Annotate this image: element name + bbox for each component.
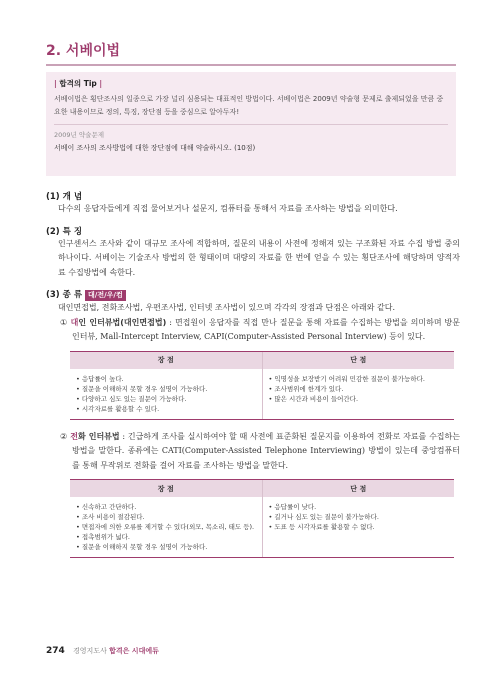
section-title: 2. 서베이법	[46, 40, 456, 66]
cons-item: • 도표 등 시각자료를 활용할 수 없다.	[269, 522, 449, 532]
pros-item: • 접촉범위가 넓다.	[76, 532, 256, 542]
publisher-brand: 합격은 시대에듀	[109, 647, 159, 655]
page-number: 274	[46, 646, 65, 656]
cons-item: • 익명성을 보장받기 어려워 민감한 질문이 불가능하다.	[269, 374, 449, 384]
tip-year: 2009년 약술문제	[54, 124, 448, 139]
pros-cons-table-personal	[70, 351, 454, 420]
tip-question: 서베이 조사의 조사방법에 대한 장단점에 대해 약술하시오. (10점)	[54, 144, 256, 152]
pros-cons-table-phone	[70, 479, 454, 558]
tip-title: | 합격의 Tip |	[54, 79, 103, 88]
tip-body: 서베이법은 횡단조사의 일종으로 가장 널리 심용되는 대표적인 방법이다. 서베이법은 2009년 약술형 문제로 출제되었을 만큼 중요한 내용이므로 정의, 특징, 장단점 등을 중심으로 알아두자!	[54, 95, 444, 116]
tip-box	[46, 72, 456, 176]
pros-item: • 신속하고 간단하다.	[76, 502, 256, 512]
features-text: 인구센서스 조사와 같이 대규모 조사에 적합하며, 질문의 내용이 사전에 정해져 있는 구조화된 자료 수집 방법 중의 하나이다. 서베이는 기술조사 방법의 한 형태이며 대량의 자료를 한 번에 얻을 수 있는 횡단조사에 해당하며 양적자료 수집방법에 속한다.	[58, 238, 460, 277]
heading-features: (2) 특 징	[46, 226, 83, 237]
cons-item: • 많은 시간과 비용이 들어간다.	[269, 394, 449, 404]
pros-item: • 면접자에 의한 오류를 제거할 수 있다(외모, 목소리, 태도 등).	[76, 522, 256, 532]
pros-header: 장 점	[70, 351, 262, 369]
cons-item: • 길거나 심도 있는 질문이 불가능하다.	[269, 512, 449, 522]
heading-types: (3) 종 류 대/전/우/컴	[46, 288, 460, 301]
pros-item: • 질문을 이해하지 못할 경우 설명이 가능하다.	[76, 542, 256, 552]
pros-item: • 조사 비용이 절감된다.	[76, 512, 256, 522]
types-tag: 대/전/우/컴	[85, 290, 126, 301]
pros-item: • 질문을 이해하지 못할 경우 설명이 가능하다.	[76, 384, 256, 394]
page-footer	[46, 646, 159, 656]
heading-concept: (1) 개 념	[46, 192, 83, 202]
cons-item: • 조사범위에 한계가 있다.	[269, 384, 449, 394]
cons-header: 단 점	[262, 480, 454, 498]
cons-header: 단 점	[262, 351, 454, 369]
types-intro: 대인면접법, 전화조사법, 우편조사법, 인터넷 조사법이 있으며 각각의 장점과 단점은 아래와 같다.	[58, 303, 395, 312]
pros-header: 장 점	[70, 480, 262, 498]
main-content	[46, 182, 460, 558]
cons-item: • 응답률이 낮다.	[269, 502, 449, 512]
pros-item: • 시각자료를 활용할 수 있다.	[76, 404, 256, 414]
item-phone-interview: ② 전화 인터뷰법 : 긴급하게 조사를 실시하여야 할 때 사전에 표준화된 질문지를 이용하여 전화로 자료를 수집하는 방법을 말한다. 종류에는 CATI(Computer-Assisted Telephone Interviewing) 방법이 있는데 중앙컴퓨터를 통해 무작위로 전화를 걸어 자료를 조사하는 방법을 말한다.	[60, 431, 460, 470]
concept-text: 다수의 응답자들에게 직접 물어보거나 설문지, 컴퓨터를 통해서 자료를 조사하는 방법을 의미한다.	[58, 204, 398, 213]
pros-item: • 응답률이 높다.	[76, 374, 256, 384]
book-title: 경영지도사	[73, 647, 107, 655]
item-personal-interview: ① 대인 인터뷰법(대인면접법) : 면접원이 응답자를 직접 만나 질문을 통해 자료를 수집하는 방법을 의미하며 방문인터뷰, Mall-Intercept Interview, CAPI(Computer-Assisted Personal Interview) 등이 있다.	[60, 317, 461, 341]
pros-item: • 다양하고 심도 있는 질문이 가능하다.	[76, 394, 256, 404]
